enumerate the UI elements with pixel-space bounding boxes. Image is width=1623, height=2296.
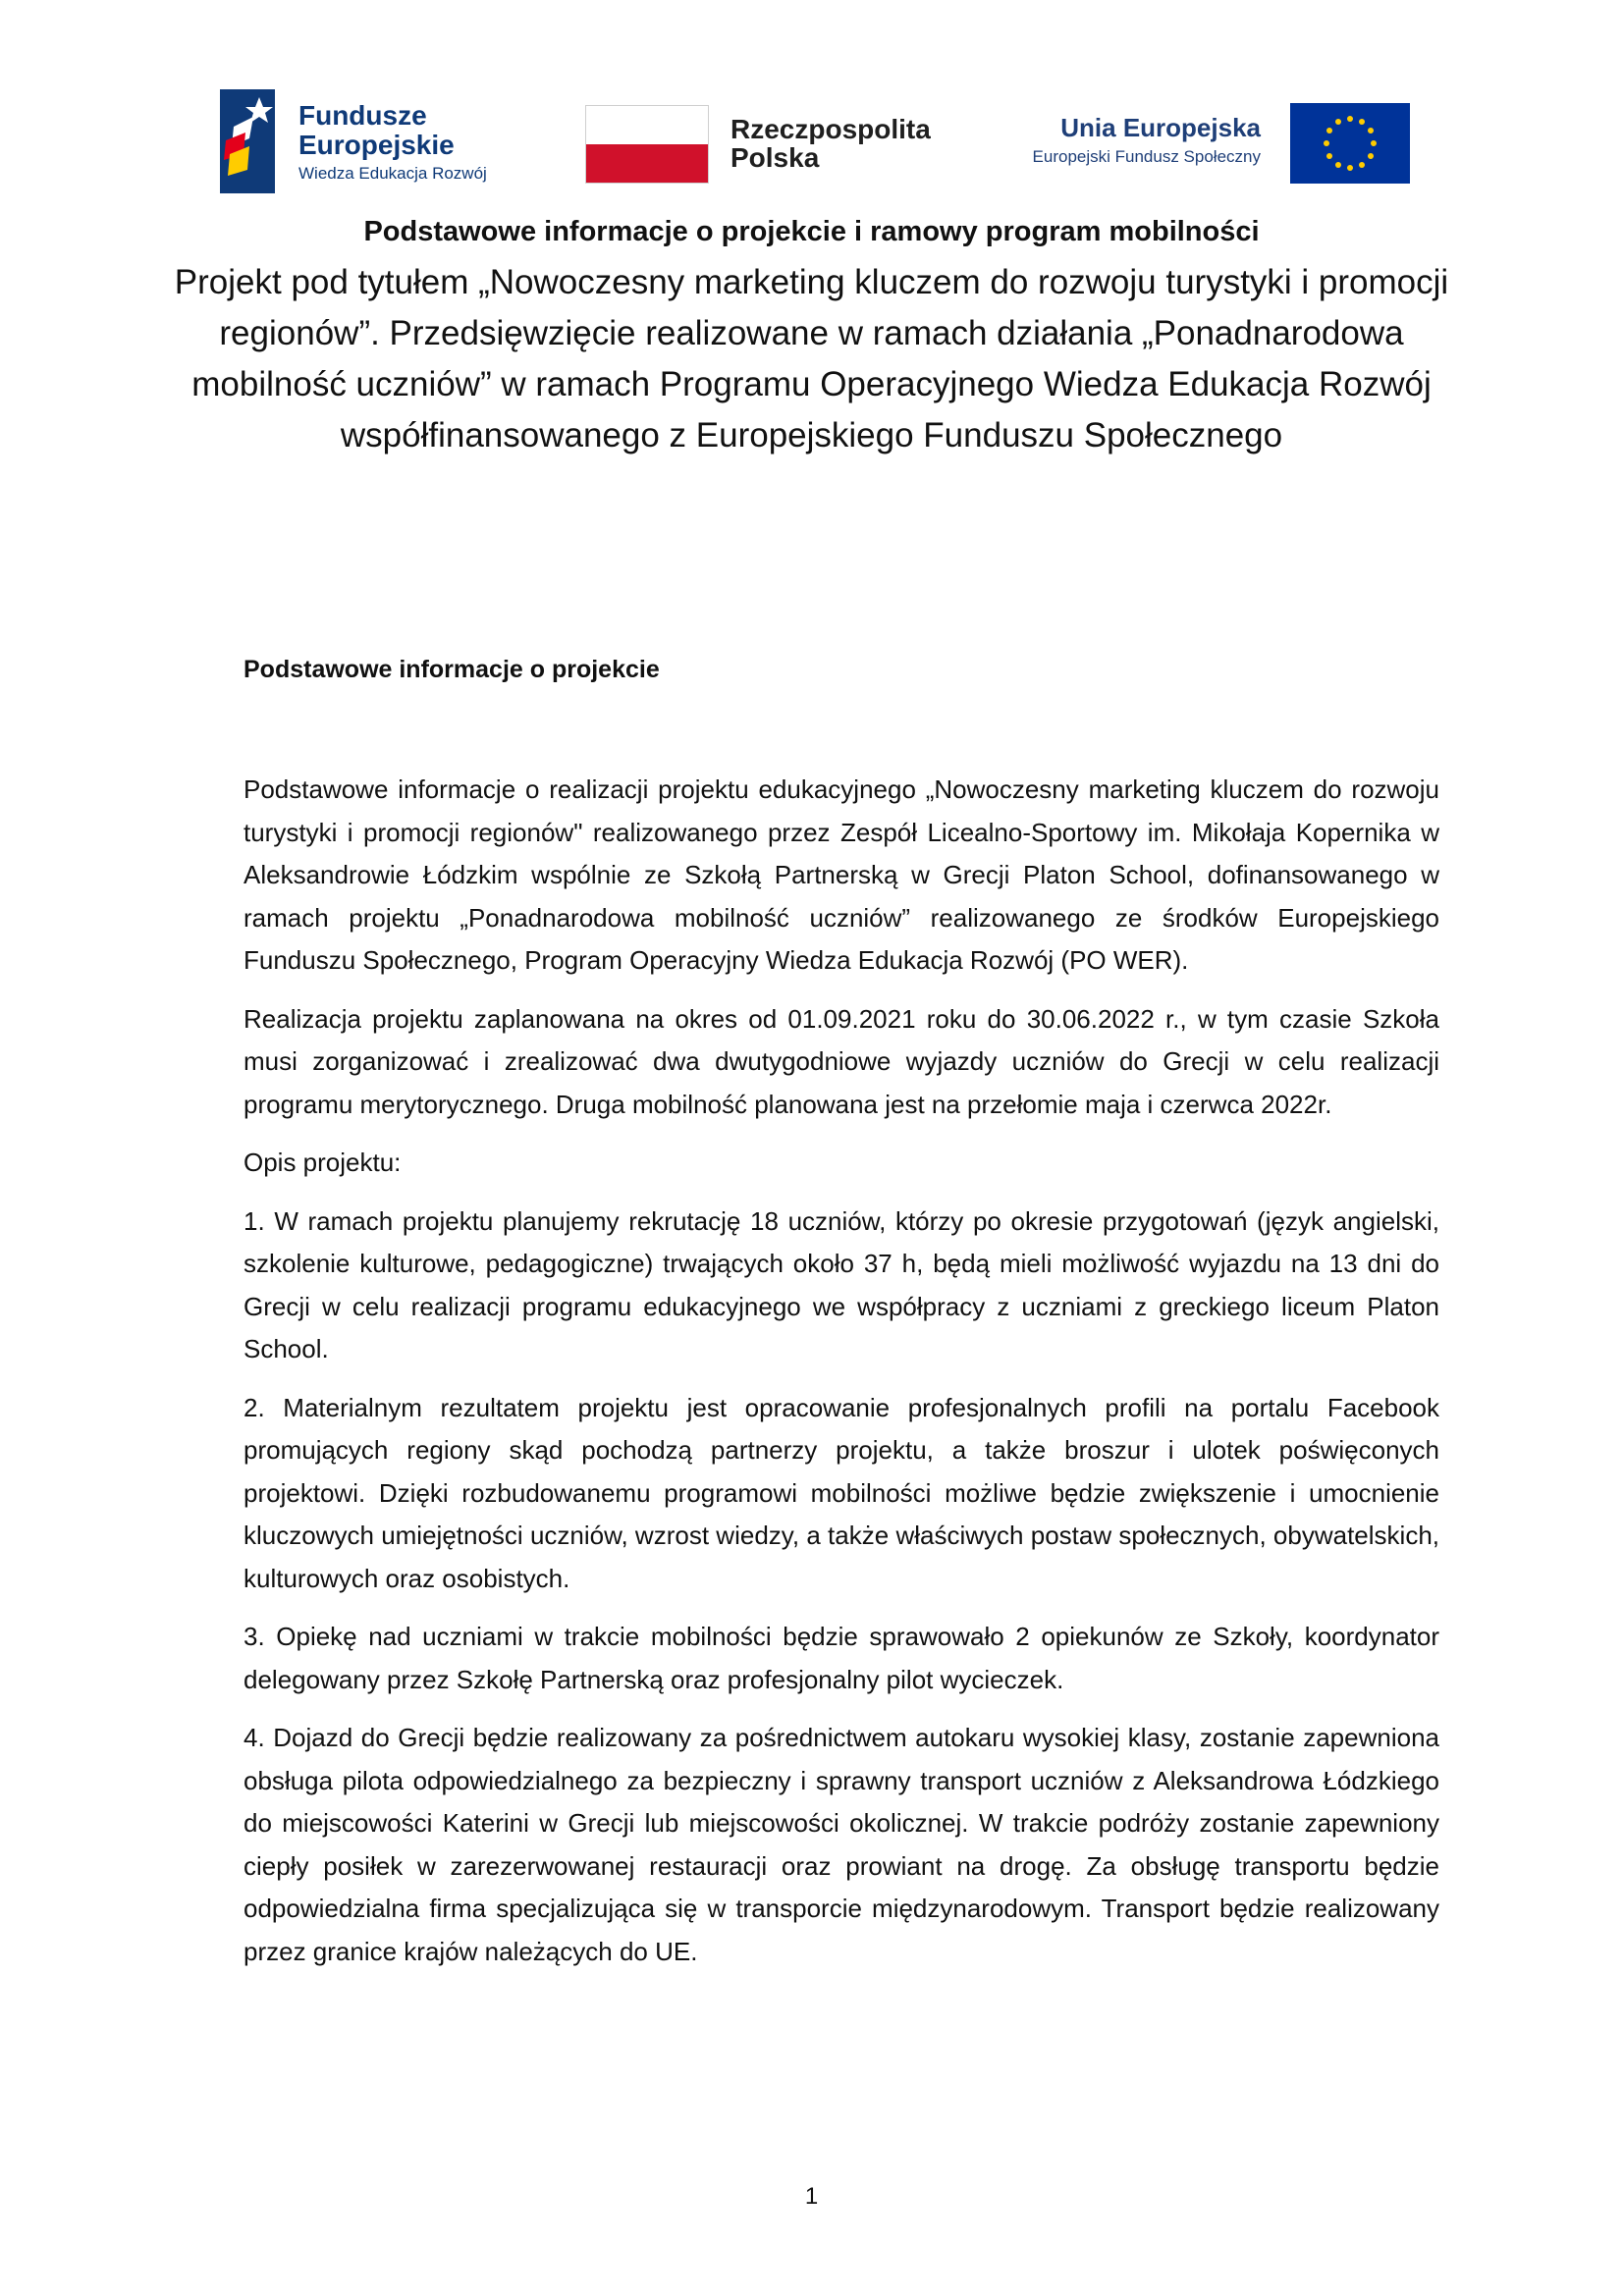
funds-name-line1: Fundusze bbox=[298, 100, 427, 131]
logo-bar bbox=[0, 83, 1623, 191]
paragraph-timeline: Realizacja projektu zaplanowana na okres od 01.09.2021 roku do 30.06.2022 r., w tym czasie Szkoła musi zorganizować i zrealizować dwa dwutygodniowe wyjazdy uczniów do Grecji w celu realizacji programu merytorycznego. Druga mobilność planowana jest na przełomie maja i czerwca 2022r. bbox=[243, 1003, 1439, 1119]
european-funds-text bbox=[298, 101, 487, 184]
list-item: 4. Dojazd do Grecji będzie realizowany za pośrednictwem autokaru wysokiej klasy, zostanie zapewniona obsługa pilota odpowiedzialnego za bezpieczny i sprawny transport uczniów z Aleksandrowa Łódzkiego do miejscowości Katerini w Grecji lub miejscowości okolicznej. W trakcie podróży zostanie zapewniony ciepły posiłek w zarezerwowanej restauracji oraz prowiant na drogę. Za obsługę transportu będzie odpowiedzialna firma specjalizująca się w transporcie międzynarodowym. Transport będzie realizowany przez granice krajów należących do UE. bbox=[243, 1723, 1439, 1966]
poland-text bbox=[730, 115, 931, 172]
document-title: Podstawowe informacje o projekcie i ramowy program mobilności bbox=[363, 216, 1260, 247]
section-heading: Podstawowe informacje o projekcie bbox=[243, 656, 660, 683]
european-funds-logo-icon bbox=[220, 89, 275, 193]
document-body bbox=[243, 769, 1439, 1989]
poland-line2: Polska bbox=[730, 142, 820, 173]
eu-flag-icon bbox=[1290, 103, 1410, 184]
poland-line1: Rzeczpospolita bbox=[730, 114, 931, 144]
list-item: 2. Materialnym rezultatem projektu jest opracowanie profesjonalnych profili na portalu Facebook promujących regiony skąd pochodzą partnerzy projektu, a także broszur i ulotek poświęconych projektowi. Dzięki rozbudowanemu programowi mobilności możliwe będzie zwiększenie i umocnienie kluczowych umiejętności uczniów, wzrost wiedzy, a także właściwych postaw społecznych, obywatelskich, kulturowych oraz osobistych. bbox=[243, 1392, 1439, 1593]
eu-name: Unia Europejska bbox=[1060, 113, 1261, 142]
funds-program: Wiedza Edukacja Rozwój bbox=[298, 164, 487, 183]
eu-text bbox=[1001, 113, 1261, 167]
paragraph-intro: Podstawowe informacje o realizacji projektu edukacyjnego „Nowoczesny marketing kluczem do rozwoju turystyki i promocji regionów" realizowanego przez Zespół Licealno-Sportowy im. Mikołaja Kopernika w Aleksandrowie Łódzkim wspólnie ze Szkołą Partnerską w Grecji Platon School, dofinansowanego w ramach projektu „Ponadnarodowa mobilność uczniów” realizowanego ze środków Europejskiego Funduszu Społecznego, Program Operacyjny Wiedza Edukacja Rozwój (PO WER). bbox=[243, 774, 1439, 975]
poland-flag-icon bbox=[585, 105, 709, 184]
list-item: 1. W ramach projektu planujemy rekrutację 18 uczniów, którzy po okresie przygotowań (język angielski, szkolenie kulturowe, pedagogiczne) trwających około 37 h, będą mieli możliwość wyjazdu na 13 dni do Grecji w celu realizacji programu edukacyjnego we współpracy z uczniami z greckiego liceum Platon School. bbox=[243, 1205, 1439, 1363]
description-label: Opis projektu: bbox=[243, 1148, 402, 1177]
document-subtitle: Projekt pod tytułem „Nowoczesny marketing kluczem do rozwoju turystyki i promocji regionów”. Przedsięwzięcie realizowane w ramach działania „Ponadnarodowa mobilność uczniów” w ramach Programu Operacyjnego Wiedza Edukacja Rozwój współfinansowanego z Europejskiego Funduszu Społecznego bbox=[174, 263, 1449, 454]
funds-name-line2: Europejskie bbox=[298, 130, 455, 160]
page-number: 1 bbox=[804, 2183, 819, 2210]
eu-fund: Europejski Fundusz Społeczny bbox=[1032, 147, 1261, 166]
list-item: 3. Opiekę nad uczniami w trakcie mobilności będzie sprawowało 2 opiekunów ze Szkoły, koordynator delegowany przez Szkołę Partnerską oraz profesjonalny pilot wycieczek. bbox=[243, 1622, 1439, 1694]
